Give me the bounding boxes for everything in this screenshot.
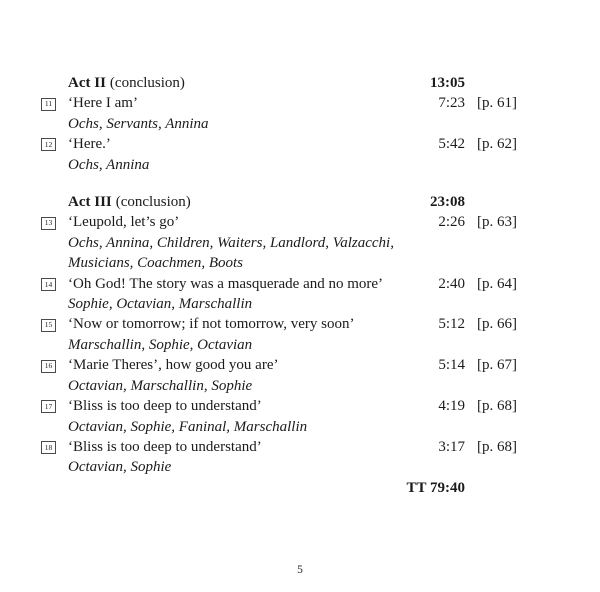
track-performers: Octavian, Marschallin, Sophie (68, 377, 253, 394)
track-performers: Ochs, Servants, Annina (68, 115, 209, 132)
track-title: ‘Marie Theres’, how good you are’ (68, 357, 279, 374)
performers-row (41, 457, 512, 477)
track-row (41, 396, 517, 416)
track-number-cell (41, 314, 68, 334)
act-qualifier: (conclusion) (115, 194, 191, 211)
track-number-cell (41, 437, 68, 457)
track-performers: Octavian, Sophie, Faninal, Marschallin (68, 418, 308, 435)
track-row (41, 314, 517, 334)
track-row (41, 355, 517, 375)
act-name: Act II (68, 75, 106, 91)
act-time: 23:08 (430, 194, 465, 211)
track-number-badge: 18 (41, 441, 56, 454)
track-title: ‘Now or tomorrow; if not tomorrow, very soon’ (68, 316, 355, 333)
track-rows (41, 93, 517, 175)
act-section (41, 73, 517, 175)
track-number-badge: 11 (41, 98, 56, 111)
track-number-badge: 14 (41, 278, 56, 291)
track-row (41, 93, 517, 113)
track-duration: 7:23 (438, 95, 465, 112)
track-page-ref: [p. 62] (477, 136, 517, 153)
track-page-ref: [p. 68] (477, 398, 517, 415)
performers-row (41, 155, 512, 175)
track-title: ‘Here I am’ (68, 95, 138, 112)
track-number-cell (41, 134, 68, 154)
track-duration: 5:14 (438, 357, 465, 374)
track-number-cell (41, 274, 68, 294)
track-number-badge: 12 (41, 138, 56, 151)
track-duration: 2:40 (438, 275, 465, 292)
page-number: 5 (297, 564, 303, 576)
track-number-badge: 16 (41, 360, 56, 373)
track-number-badge: 13 (41, 217, 56, 230)
track-page-ref: [p. 68] (477, 438, 517, 455)
performers-row (41, 233, 512, 274)
track-title: ‘Here.’ (68, 136, 111, 153)
track-page-ref: [p. 66] (477, 316, 517, 333)
track-row (41, 134, 517, 154)
track-number-badge: 15 (41, 319, 56, 332)
act-title (68, 73, 403, 93)
total-time-row (41, 478, 512, 498)
track-row (41, 212, 517, 232)
track-duration: 3:17 (438, 438, 465, 455)
track-title: ‘Bliss is too deep to understand’ (68, 398, 262, 415)
act-header-row (41, 192, 512, 212)
track-performers: Sophie, Octavian, Marschallin (68, 296, 253, 313)
track-number-cell (41, 355, 68, 375)
track-duration: 4:19 (438, 398, 465, 415)
track-page-ref: [p. 61] (477, 95, 517, 112)
performers-row (41, 417, 512, 437)
track-performers: Octavian, Sophie (68, 459, 172, 476)
track-page-ref: [p. 63] (477, 214, 517, 231)
track-page-ref: [p. 67] (477, 357, 517, 374)
track-title: ‘Leupold, let’s go’ (68, 214, 180, 231)
total-time: TT 79:40 (406, 479, 465, 496)
track-number-cell (41, 396, 68, 416)
track-page-ref: [p. 64] (477, 275, 517, 292)
act-name: Act III (68, 194, 112, 211)
track-number-cell (41, 93, 68, 113)
track-performers: Ochs, Annina, Children, Waiters, Landlord, Valzacchi, Musicians, Coachmen, Boots (68, 234, 394, 272)
act-section (41, 192, 517, 478)
track-number-cell (41, 212, 68, 232)
track-number-badge: 17 (41, 400, 56, 413)
tracklist (41, 73, 517, 498)
act-title (68, 192, 403, 212)
track-rows (41, 212, 517, 477)
track-duration: 2:26 (438, 214, 465, 231)
track-duration: 5:42 (438, 136, 465, 153)
track-row (41, 437, 517, 457)
act-qualifier: (conclusion) (109, 75, 185, 91)
performers-row (41, 294, 512, 314)
track-performers: Ochs, Annina (68, 156, 150, 173)
track-performers: Marschallin, Sophie, Octavian (68, 336, 253, 353)
track-duration: 5:12 (438, 316, 465, 333)
track-row (41, 274, 517, 294)
track-title: ‘Bliss is too deep to understand’ (68, 438, 262, 455)
act-header-row (41, 73, 512, 93)
track-title: ‘Oh God! The story was a masquerade and no more’ (68, 275, 384, 292)
performers-row (41, 335, 512, 355)
act-time: 13:05 (430, 75, 465, 91)
performers-row (41, 114, 512, 134)
performers-row (41, 376, 512, 396)
